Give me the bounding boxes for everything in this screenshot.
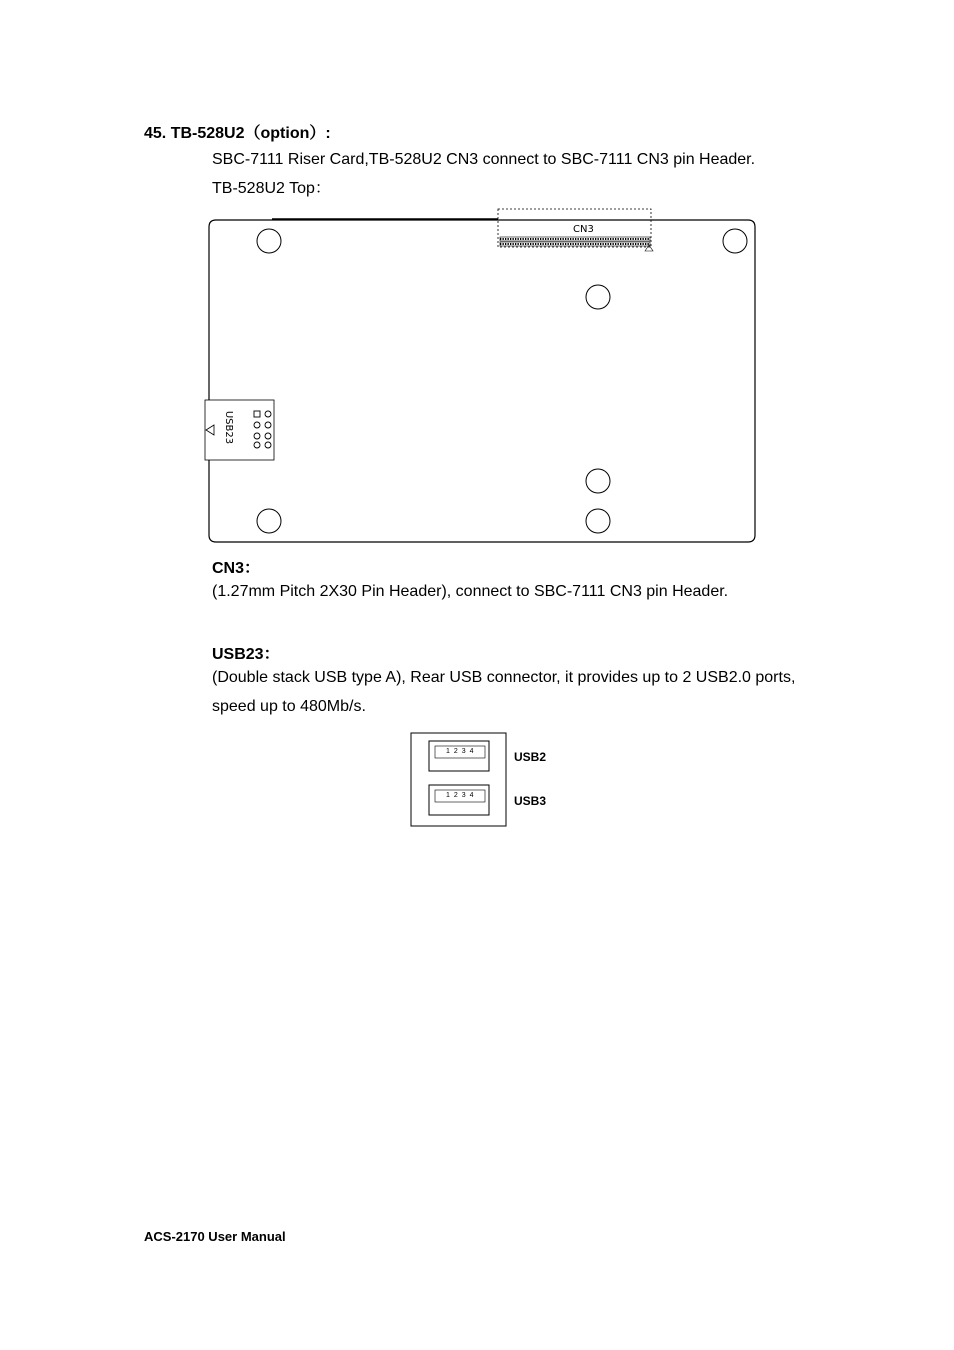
cn3-board-label: CN3 <box>573 224 594 235</box>
usb3-port <box>429 785 489 815</box>
footer-manual-title: ACS-2170 User Manual <box>144 1229 286 1244</box>
cn3-description: (1.27mm Pitch 2X30 Pin Header), connect to SBC-7111 CN3 pin Header. <box>212 583 729 600</box>
cn3-title: CN3： <box>212 560 261 577</box>
usb2-pin-numbers: 1 2 3 4 <box>446 748 475 755</box>
section-heading: 45. TB-528U2（option）: <box>144 125 331 142</box>
top-view-label: TB-528U2 Top： <box>212 180 331 197</box>
usb23-board-label: USB23 <box>223 410 235 445</box>
intro-text: SBC-7111 Riser Card,TB-528U2 CN3 connect to SBC-7111 CN3 pin Header. <box>212 151 756 168</box>
usb2-label: USB2 <box>514 750 547 764</box>
usb3-label: USB3 <box>514 794 547 808</box>
usb23-title: USB23： <box>212 646 280 663</box>
usb2-port <box>429 741 489 771</box>
usb23-description: (Double stack USB type A), Rear USB connector, it provides up to 2 USB2.0 ports, speed up to 480Mb/s. <box>212 669 796 715</box>
usb3-pin-numbers: 1 2 3 4 <box>446 792 475 799</box>
